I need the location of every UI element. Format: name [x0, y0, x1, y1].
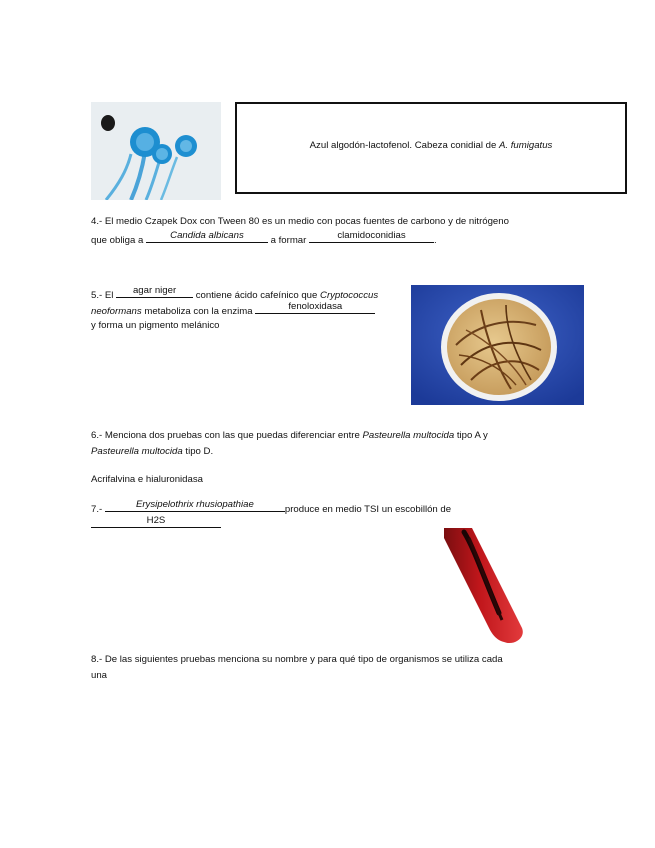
q4-answer2-blank	[309, 232, 434, 243]
caption-box	[235, 102, 627, 194]
q4-answer1-blank	[146, 232, 268, 243]
q6-line2-suffix: tipo D.	[182, 446, 214, 457]
q7-prefix: 7.-	[91, 504, 105, 515]
petri-dish-colonies-icon	[411, 285, 584, 405]
q6-answer: Acrifalvina e hialuronidasa	[91, 474, 203, 485]
q7-line1	[91, 501, 451, 516]
q6-species-2: Pasteurella multocida	[91, 446, 183, 457]
q5-answer1: agar niger	[132, 285, 177, 296]
aspergillus-micrograph-icon	[91, 102, 221, 200]
q6-line1-suffix: tipo A y	[454, 430, 488, 441]
aspergillus-image	[91, 102, 221, 200]
q6-line1	[91, 430, 488, 442]
q4-answer1: Candida albicans	[170, 230, 244, 241]
q5-answer2: fenoloxidasa	[288, 301, 343, 312]
q7-line2	[91, 517, 221, 532]
q6-line1-prefix: 6.- Menciona dos pruebas con las que puedas diferenciar entre	[91, 430, 363, 441]
q4-middle: a formar	[267, 235, 310, 246]
caption-text	[237, 140, 625, 151]
q4-answer2: clamidoconidias	[337, 230, 406, 241]
q7-answer1: Erysipelothrix rhusiopathiae	[135, 499, 254, 510]
q7-answer1-blank	[105, 501, 285, 512]
q5-line3: y forma un pigmento melánico	[91, 320, 220, 331]
q6-species-1: Pasteurella multocida	[362, 430, 455, 441]
q7-answer2-blank	[91, 517, 221, 528]
q5-species-epithet: neoformans	[91, 306, 142, 317]
q6-line2	[91, 446, 213, 458]
q7-answer2: H2S	[146, 515, 166, 526]
q5-line1	[91, 287, 378, 302]
caption-species: A. fumigatus	[499, 140, 553, 151]
q4-end: .	[434, 235, 437, 246]
q5-middle: contiene ácido cafeínico que	[193, 290, 321, 301]
q4-line1: 4.- El medio Czapek Dox con Tween 80 es un medio con pocas fuentes de carbono y de nitrógeno	[91, 216, 509, 227]
tsi-tube-icon	[444, 528, 536, 646]
q5-line2	[91, 303, 375, 318]
q4-line2-prefix: que obliga a	[91, 235, 146, 246]
q5-prefix: 5.- El	[91, 290, 117, 301]
q8-line1: 8.- De las siguientes pruebas menciona su nombre y para qué tipo de organismos se utiliza cada	[91, 654, 503, 665]
q5-answer1-blank	[116, 287, 193, 298]
petri-dish-image	[411, 285, 584, 405]
caption-prefix: Azul algodón-lactofenol. Cabeza conidial de	[309, 140, 499, 151]
q7-middle: produce en medio TSI un escobillón de	[284, 504, 452, 515]
q8-line2: una	[91, 670, 108, 681]
q4-line2	[91, 232, 437, 247]
q5-answer2-blank	[255, 303, 375, 314]
q5-species-genus: Cryptococcus	[320, 290, 379, 301]
tsi-tube-image	[444, 528, 536, 646]
q5-line2-middle: metaboliza con la enzima	[141, 306, 256, 317]
